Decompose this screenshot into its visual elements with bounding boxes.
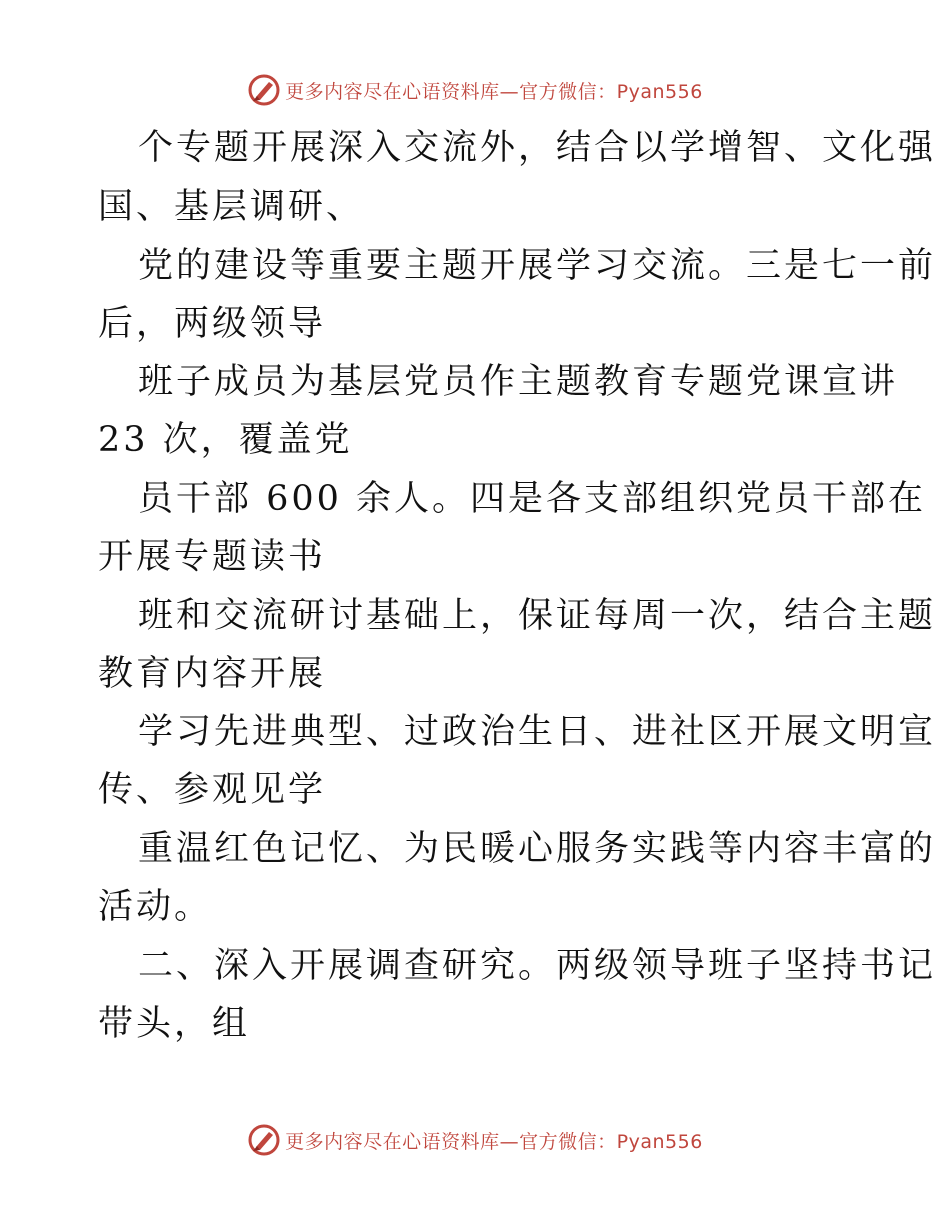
- paragraph-line: 个专题开展深入交流外，结合以学增智、文化强: [138, 128, 937, 168]
- paragraph-line: 二、深入开展调查研究。两级领导班子坚持书记: [138, 946, 937, 986]
- paragraph-line: 带头，组: [98, 1004, 251, 1044]
- paragraph-line: 班子成员为基层党员作主题教育专题党课宣讲: [138, 362, 899, 402]
- footer-watermark: [0, 1120, 950, 1160]
- paragraph-line: 员干部 600 余人。四是各支部组织党员干部在: [138, 479, 927, 519]
- footer-watermark-text: 更多内容尽在心语资料库—官方微信：Pyan556: [285, 1130, 703, 1153]
- paragraph-line: 23 次，覆盖党: [98, 420, 353, 460]
- header-watermark-text: 更多内容尽在心语资料库—官方微信：Pyan556: [285, 80, 703, 103]
- paragraph-line: 教育内容开展: [98, 654, 327, 694]
- paragraph-line: 班和交流研讨基础上，保证每周一次，结合主题: [138, 596, 937, 636]
- pen-seal-logo-icon: [247, 1123, 281, 1157]
- paragraph-line: 开展专题读书: [98, 537, 327, 577]
- paragraph-line: 重温红色记忆、为民暖心服务实践等内容丰富的: [138, 829, 937, 869]
- paragraph-line: 活动。: [98, 887, 213, 927]
- paragraph-line: 后，两级领导: [98, 304, 327, 344]
- paragraph-line: 国、基层调研、: [98, 187, 365, 227]
- paragraph-line: 学习先进典型、过政治生日、进社区开展文明宣: [138, 712, 937, 752]
- paragraph-line: 党的建设等重要主题开展学习交流。三是七一前: [138, 246, 937, 286]
- paragraph-line: 传、参观见学: [98, 770, 327, 810]
